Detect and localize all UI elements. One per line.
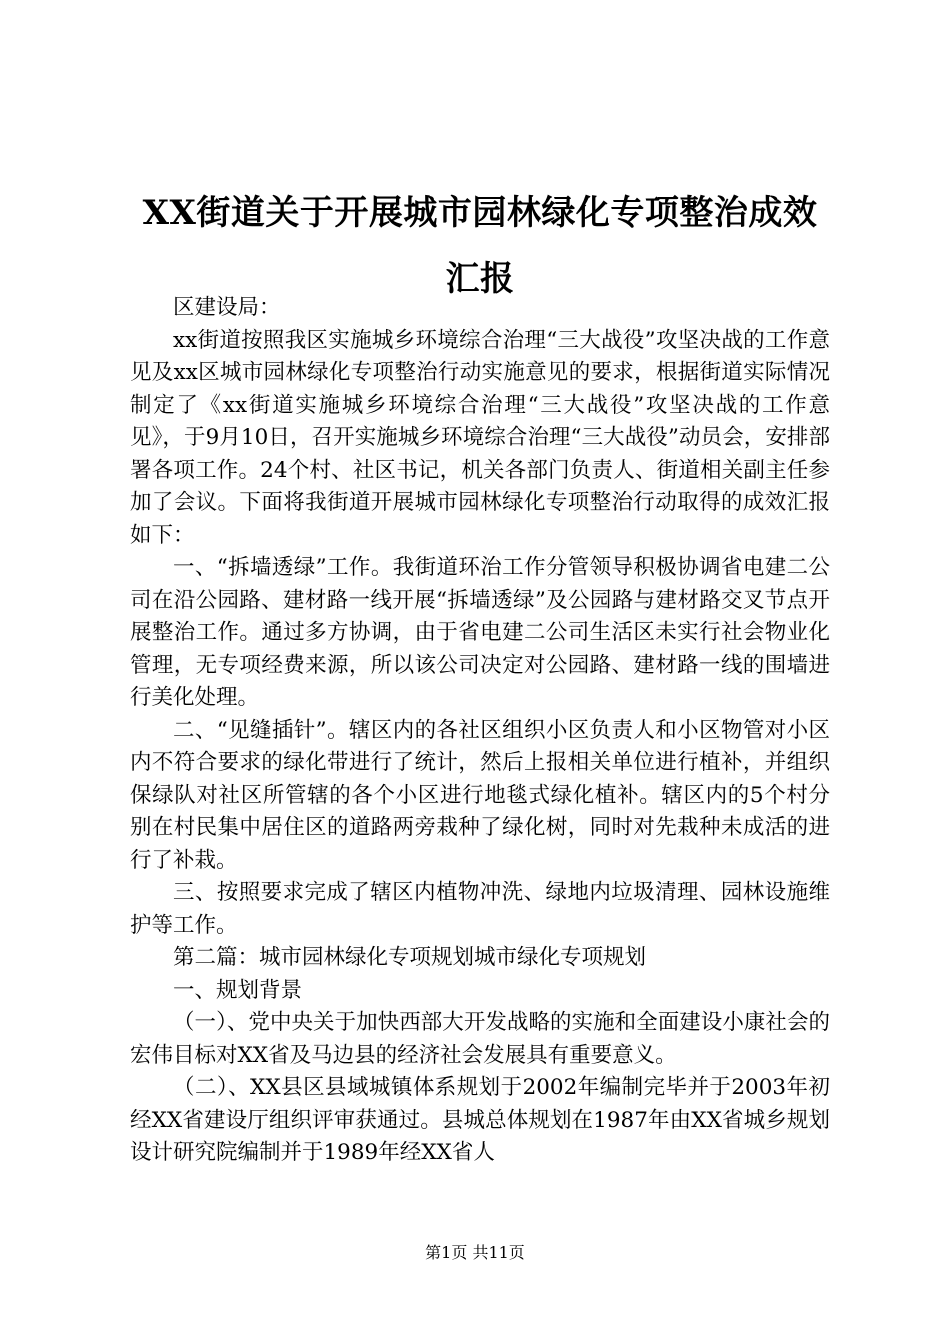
page-footer: 第1页 共11页 [425, 1243, 525, 1262]
section-two-paragraph: 二、“见缝插针”。辖区内的各社区组织小区负责人和小区物管对小区内不符合要求的绿化带进行了统计，然后上报相关单位进行植补，并组织保绿队对社区所管辖的各个小区进行地毯式绿化植补。辖区内的5个村分别在村民集中居住区的道路两旁栽种了绿化树，同时对先栽种未成活的进行了补栽。 [130, 717, 830, 873]
intro-paragraph: xx街道按照我区实施城乡环境综合治理“三大战役”攻坚决战的工作意见及xx区城市园林绿化专项整治行动实施意见的要求，根据街道实际情况制定了《xx街道实施城乡环境综合治理“三大战役”攻坚决战的工作意见》，于9月10日，召开实施城乡环境综合治理“三大战役”动员会，安排部署各项工作。24个村、社区书记，机关各部门负责人、街道相关副主任参加了会议。下面将我街道开展城市园林绿化专项整治行动取得的成效汇报如下： [130, 327, 830, 548]
background-item-two: （二）、XX县区县域城镇体系规划于2002年编制完毕并于2003年初经XX省建设厅组织评审获通过。县城总体规划在1987年由XX省城乡规划设计研究院编制并于1989年经XX省人 [130, 1075, 830, 1165]
section-three-paragraph: 三、按照要求完成了辖区内植物冲洗、绿地内垃圾清理、园林设施维护等工作。 [130, 880, 830, 938]
planning-background-heading: 一、规划背景 [173, 977, 303, 1003]
background-item-one: （一）、党中央关于加快西部大开发战略的实施和全面建设小康社会的宏伟目标对XX省及马边县的经济社会发展具有重要意义。 [130, 1010, 830, 1068]
document-body [130, 292, 830, 1170]
section-one-paragraph: 一、“拆墙透绿”工作。我街道环治工作分管领导积极协调省电建二公司在沿公园路、建材路一线开展“拆墙透绿”及公园路与建材路交叉节点开展整治工作。通过多方协调，由于省电建二公司生活区未实行社会物业化管理，无专项经费来源，所以该公司决定对公园路、建材路一线的围墙进行美化处理。 [130, 555, 830, 710]
document-title: XX街道关于开展城市园林绿化专项整治成效汇报 [142, 193, 818, 299]
second-article-heading: 第二篇：城市园林绿化专项规划城市绿化专项规划 [173, 945, 647, 970]
salutation: 区建设局： [173, 295, 281, 320]
